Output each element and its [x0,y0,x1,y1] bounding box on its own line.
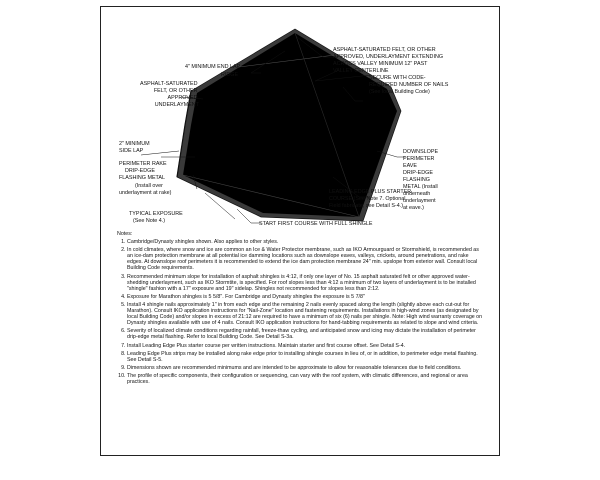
roof-diagram-svg [101,7,499,229]
perimeter-rake-label: PERIMETER RAKE DRIP-EDGE FLASHING METAL (Install over underlayment at rake) [119,161,172,196]
detail-sheet [100,6,500,456]
leading-edge-label: LEADING EDGE PLUS STARTER COURSE (See Note 7. Optional Field fabricate, see Detail S-4.) [329,189,412,209]
note-item: 4. Exposure for Marathon shingles is 5 5/8". For Cambridge and Dynasty shingles the exposure is 5 7/8" [127,294,485,300]
note-item: 6. Severity of localized climate conditions regarding rainfall, freeze-thaw cycling, and anticipated snow and icing may dictate the installation of perimeter drip-edge metal flashing. Refer to local Building Code. See Detail S-3a. [127,328,485,340]
notes-section [117,231,485,387]
note-item: 7. Install Leading Edge Plus starter course per written instructions. Maintain starter and first course offset. See Detail S-4. [127,343,485,349]
first-course-label: START FIRST COURSE WITH FULL SHINGLE [259,221,373,227]
secure-nails-label: SECURE WITH CODE- REQUIRED NUMBER OF NAILS (See local Building Code) [369,75,449,95]
note-item: 8. Leading Edge Plus strips may be installed along rake edge prior to installing shingle courses in lieu of, or in addition, to perimeter edge metal flashing. See Detail S-5. [127,351,485,363]
min-end-lap-label: 4" MINIMUM END LAP [185,64,241,70]
note-item: 10. The profile of specific components, their configuration or sequencing, can vary with the roof system, with climatic differences, and regional or area practices. [127,373,485,385]
note-item: 1. Cambridge/Dynasty shingles shown. Also applies to other styles. [127,239,485,245]
note-item: 2. In cold climates, where snow and ice are common an Ice & Water Protector membrane, such as IKO Armourguard or Stormshield, is recommended as an ice-dam protection membrane at all potential ice damming locations such as downslope eaves, valleys, crickets, around penetrations, and rake edges. At downslope roof perimeters it is recommended to extend the ice dam protection membrane 24" min. upslope from exterior wall. Consult local Building Code requirements. [127,247,485,271]
note-item: 3. Recommended minimum slope for installation of asphalt shingles is 4:12, if only one layer of No. 15 asphalt saturated felt or other approved water-shedding underlayment, such as IKO Stormtite, is specified. For roof slopes less than 4:12 a minimum of two layers of underlayment is to be installed "shingle" fashion with a 17" exposure and 19" sidelap. Shingles not recommended for slopes less than 2:12. [127,274,485,292]
roof-drawing [101,7,499,229]
side-lap-label: 2" MINIMUM SIDE LAP [119,141,150,154]
typical-exposure-label: TYPICAL EXPOSURE (See Note 4.) [129,211,183,224]
asphalt-felt-valley-label: ASPHALT-SATURATED FELT, OR OTHER APPROVED, UNDERLAYMENT EXTENDING ACROSS VALLEY MINIMUM 12" PAST VALLEY CENTERLINE [333,47,444,74]
ridge-label: RIDGE [221,72,239,78]
downslope-eave-label: DOWNSLOPE PERIMETER EAVE DRIP-EDGE FLASHING METAL (Install underneath underlayment at eave.) [403,149,439,211]
note-item: 5. Install 4 shingle nails approximately 1" in from each edge and the remaining 2 nails evenly spaced along the length (slightly above each cut-out for Marathon). Consult IKO application instructions for "Nail-Zone" location and fastening requirements. Installations in high-wind zones (as designated by local Building Code) and/or slopes in excess of 21:12 are required to have a minimum of six (6) nails per shingle. Note: High wind warranty coverage on Dynasty shingles available with use of 4 nails. Consult IKO application instructions for hand-tabbing requirements as related to slope and wind criteria. [127,302,485,326]
notes-title: Notes: [117,231,133,237]
note-item: 9. Dimensions shown are recommended minimums and are intended to be approximate to allow for reasonable tolerances due to field conditions. [127,365,485,371]
notes-list [117,239,485,385]
asphalt-felt-underlay-label: ASPHALT-SATURATED FELT, OR OTHER APPROVED UNDERLAYMENT [139,81,199,108]
